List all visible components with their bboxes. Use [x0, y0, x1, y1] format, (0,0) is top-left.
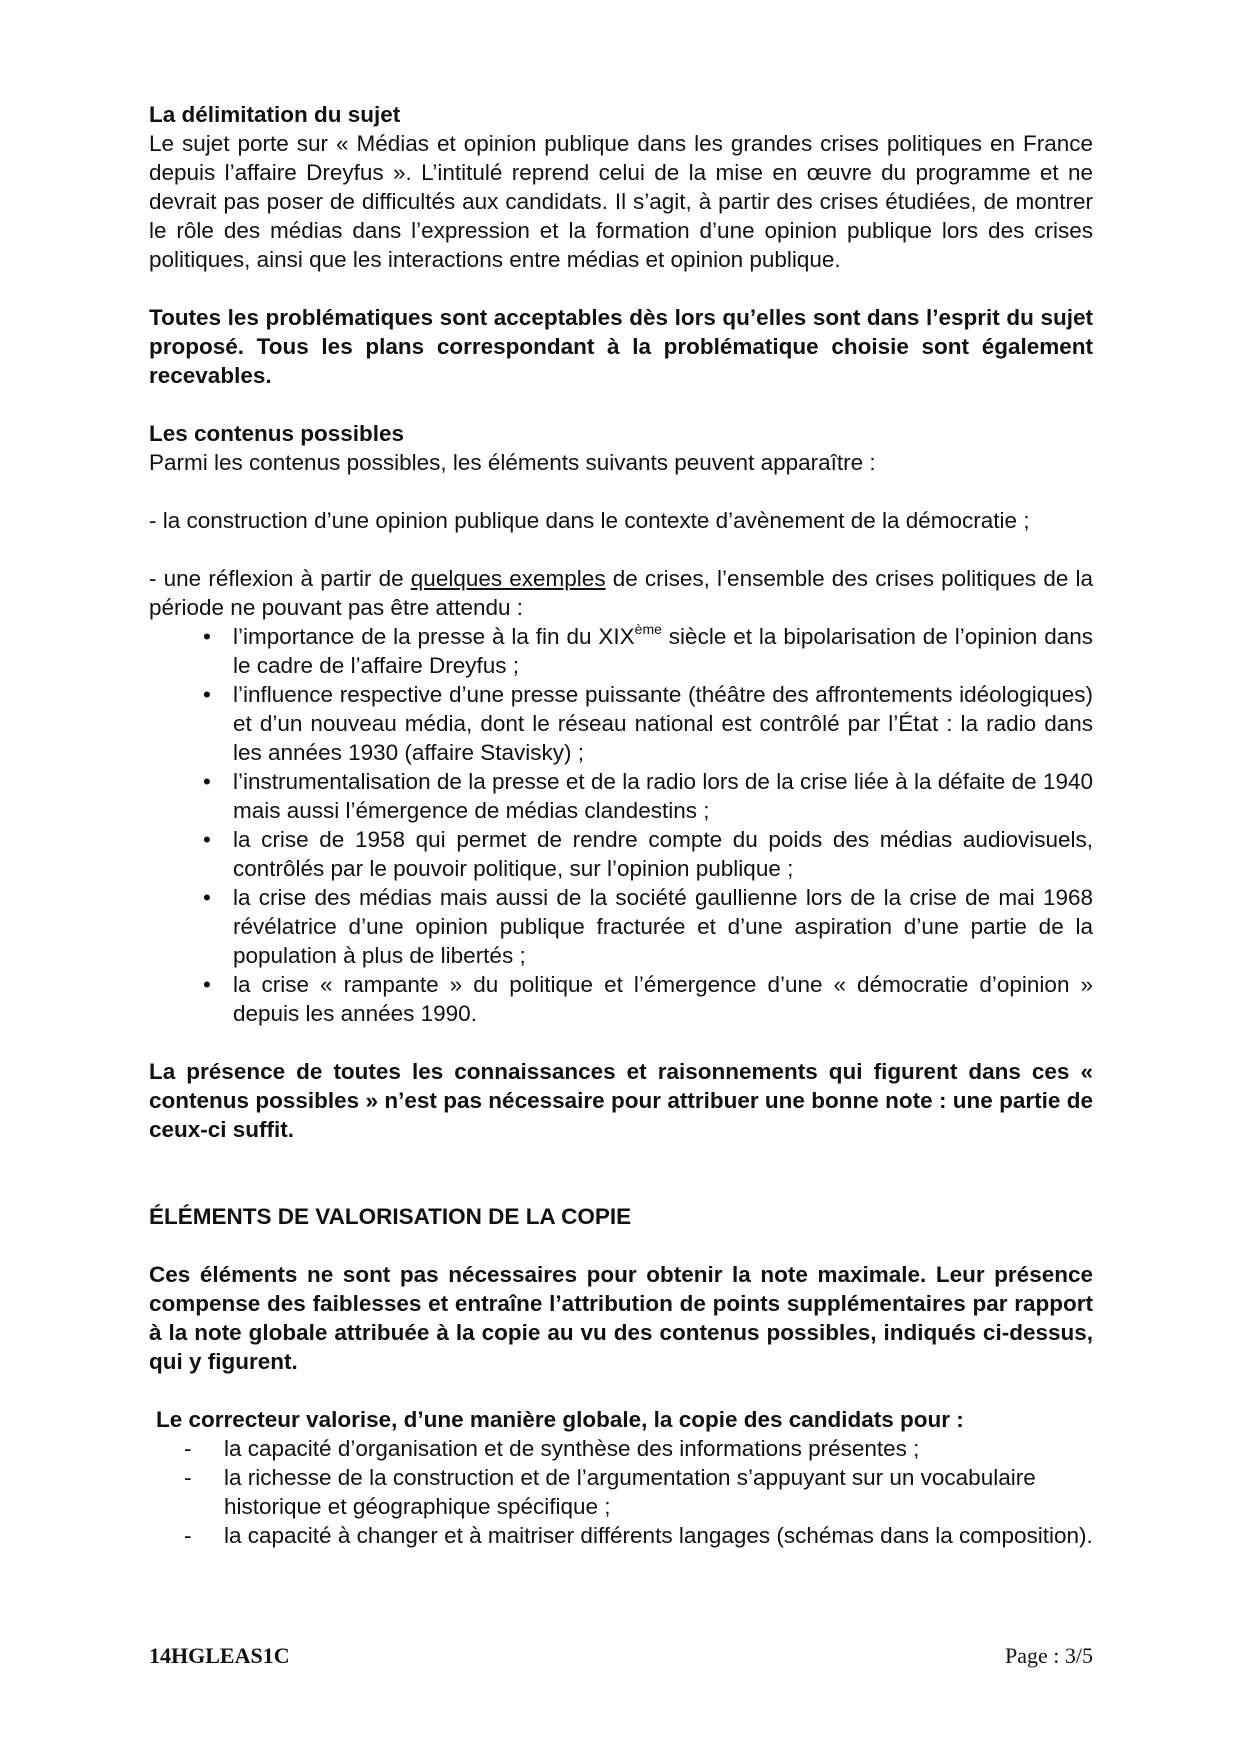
bullet1-text-a: l’importance de la presse à la fin du XIX	[233, 624, 635, 649]
list-item: • l’instrumentalisation de la presse et de la radio lors de la crise liée à la défaite de 1940 mais aussi l’émergence de médias clandestins ;	[233, 767, 1093, 825]
item2-prefix: - une réflexion à partir de	[149, 566, 411, 591]
delimitation-text: Le sujet porte sur « Médias et opinion publique dans les grandes crises politiques en France depuis l’affaire Dreyfus ». L’intitulé reprend celui de la mise en œuvre du programme et ne devrait pas poser de difficultés aux candidats. Il s’agit, à partir des crises étudiées, de montrer le rôle des médias dans l’expression et la formation d’une opinion publique lors des crises politiques, ainsi que les interactions entre médias et opinion publique.	[149, 131, 1093, 272]
list-item: • la crise des médias mais aussi de la société gaullienne lors de la crise de mai 1968 révélatrice d’une opinion publique fracturée et d’une aspiration d’une partie de la population à plus de libertés ;	[233, 883, 1093, 970]
page-content	[149, 100, 1093, 1550]
item2-suffix: de crises, l’ensemble des crises politiques de la période ne pouvant pas être attendu :	[149, 566, 1094, 620]
contenus-item-2	[149, 564, 1093, 622]
valorisation-heading: ÉLÉMENTS DE VALORISATION DE LA COPIE	[149, 1204, 632, 1229]
bullet1-text-b: siècle et la bipolarisation de l’opinion dans le cadre de l’affaire Dreyfus ;	[233, 624, 1093, 678]
crises-bullet-list	[149, 622, 1093, 1028]
page-number: Page : 3/5	[1005, 1643, 1093, 1668]
problematiques-note: Toutes les problématiques sont acceptables dès lors qu’elles sont dans l’esprit du sujet proposé. Tous les plans correspondant à la problématique choisie sont également recevables.	[149, 305, 1093, 388]
list-item: • l’influence respective d’une presse puissante (théâtre des affrontements idéologiques) et d’un nouveau média, dont le réseau national est contrôlé par l’État : la radio dans les années 1930 (affaire Stavisky) ;	[233, 680, 1093, 767]
list-item: • la crise de 1958 qui permet de rendre compte du poids des médias audiovisuels, contrôlés par le pouvoir politique, sur l’opinion publique ;	[233, 825, 1093, 883]
list-item: - la capacité d’organisation et de synthèse des informations présentes ;	[224, 1434, 1093, 1463]
list-item: - la capacité à changer et à maitriser différents langages (schémas dans la composition).	[224, 1521, 1093, 1550]
contenus-intro: Parmi les contenus possibles, les éléments suivants peuvent apparaître :	[149, 450, 876, 475]
correcteur-intro: Le correcteur valorise, d’une manière globale, la copie des candidats pour :	[156, 1407, 964, 1432]
presence-note: La présence de toutes les connaissances et raisonnements qui figurent dans ces « contenus possibles » n’est pas nécessaire pour attribuer une bonne note : une partie de ceux-ci suffit.	[149, 1059, 1093, 1142]
list-item	[233, 622, 1093, 680]
delimitation-heading: La délimitation du sujet	[149, 102, 401, 127]
list-item: • la crise « rampante » du politique et l’émergence d’une « démocratie d’opinion » depuis les années 1990.	[233, 970, 1093, 1028]
list-item: - la richesse de la construction et de l’argumentation s’appuyant sur un vocabulaire historique et géographique spécifique ;	[224, 1463, 1093, 1521]
item2-underlined: quelques exemples	[410, 566, 606, 591]
contenus-heading: Les contenus possibles	[149, 421, 405, 446]
contenus-item-1: - la construction d’une opinion publique dans le contexte d’avènement de la démocratie ;	[149, 508, 1030, 533]
valorisation-note: Ces éléments ne sont pas nécessaires pour obtenir la note maximale. Leur présence compense des faiblesses et entraîne l’attribution de points supplémentaires par rapport à la note globale attribuée à la copie au vu des contenus possibles, indiqués ci-dessus, qui y figurent.	[149, 1262, 1093, 1374]
document-code: 14HGLEAS1C	[149, 1643, 290, 1668]
bullet1-sup: ème	[634, 620, 662, 637]
valorisation-list	[149, 1434, 1093, 1550]
